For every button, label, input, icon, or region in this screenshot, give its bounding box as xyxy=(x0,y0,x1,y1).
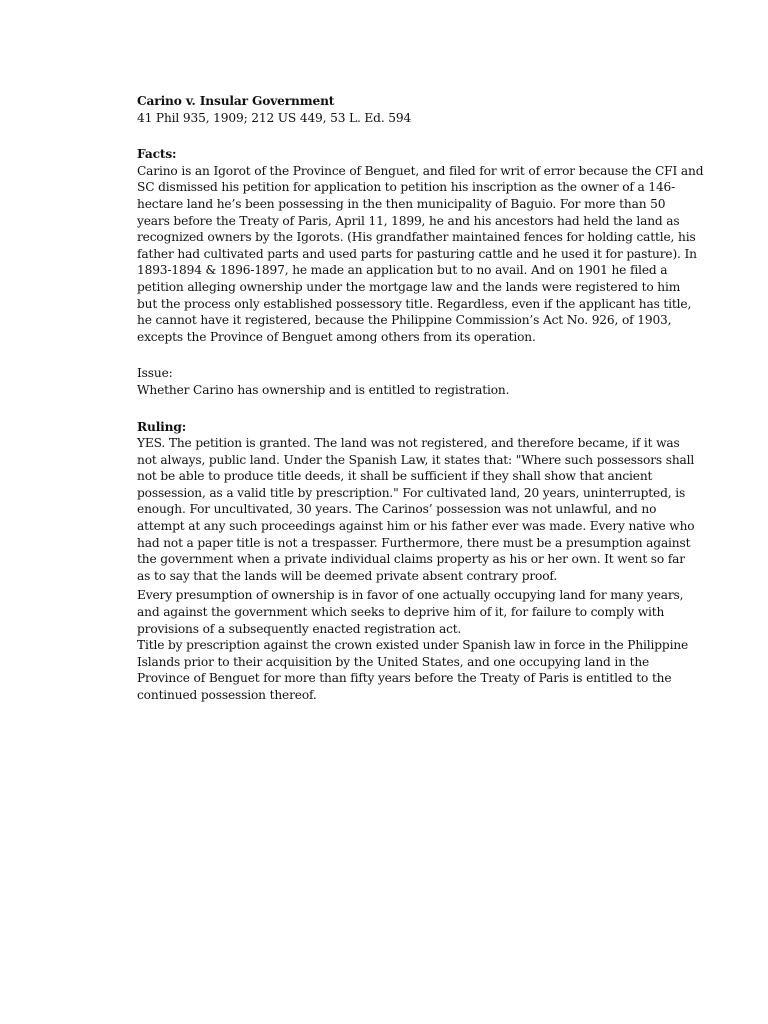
ruling-paragraph-3 xyxy=(137,637,689,703)
facts-body xyxy=(137,163,704,346)
ruling-line: not always, public land. Under the Spanish Law, it states that: "Where such possessors shall xyxy=(137,452,695,467)
ruling-line: had not a paper title is not a trespasser. Furthermore, there must be a presumption against xyxy=(137,535,691,550)
ruling-line: Province of Benguet for more than fifty years before the Treaty of Paris is entitled to the xyxy=(137,671,672,686)
issue-heading: Issue: xyxy=(137,366,173,381)
facts-line: SC dismissed his petition for application to petition his inscription as the owner of a 146- xyxy=(137,180,676,195)
case-citation: 41 Phil 935, 1909; 212 US 449, 53 L. Ed. 594 xyxy=(137,110,412,125)
issue-line: Whether Carino has ownership and is entitled to registration. xyxy=(137,382,510,397)
facts-line: recognized owners by the Igorots. (His grandfather maintained fences for holding cattle, his xyxy=(137,230,696,245)
ruling-line: Every presumption of ownership is in favor of one actually occupying land for many years, xyxy=(137,588,684,603)
ruling-line: as to say that the lands will be deemed private absent contrary proof. xyxy=(137,568,558,583)
ruling-line: provisions of a subsequently enacted registration act. xyxy=(137,621,462,636)
facts-line: excepts the Province of Benguet among others from its operation. xyxy=(137,329,536,344)
facts-line: years before the Treaty of Paris, April 11, 1899, he and his ancestors had held the land as xyxy=(137,213,680,228)
ruling-paragraph-2 xyxy=(137,587,684,637)
facts-line: but the process only established possessory title. Regardless, even if the applicant has title, xyxy=(137,296,692,311)
ruling-line: Title by prescription against the crown existed under Spanish law in force in the Philippine xyxy=(137,638,689,653)
ruling-line: YES. The petition is granted. The land was not registered, and therefore became, if it was xyxy=(137,436,680,451)
facts-heading: Facts: xyxy=(137,147,177,162)
ruling-line: Islands prior to their acquisition by the United States, and one occupying land in the xyxy=(137,654,650,669)
facts-line: 1893-1894 & 1896-1897, he made an application but to no avail. And on 1901 he filed a xyxy=(137,263,668,278)
ruling-line: continued possession thereof. xyxy=(137,688,317,702)
ruling-line: enough. For uncultivated, 30 years. The Carinos’ possession was not unlawful, and no xyxy=(137,502,657,517)
case-title: Carino v. Insular Government xyxy=(137,94,335,108)
ruling-heading: Ruling: xyxy=(137,419,187,434)
ruling-line: not be able to produce title deeds, it shall be sufficient if they shall show that ancient xyxy=(137,469,653,484)
ruling-line: attempt at any such proceedings against him or his father ever was made. Every native who xyxy=(137,519,695,534)
document-page xyxy=(137,93,704,704)
ruling-line: the government when a private individual claims property as his or her own. It went so far xyxy=(137,552,685,567)
facts-line: Carino is an Igorot of the Province of Benguet, and filed for writ of error because the CFI and xyxy=(137,163,704,178)
ruling-paragraph-1 xyxy=(137,435,695,584)
issue-body xyxy=(137,382,677,399)
facts-line: he cannot have it registered, because the Philippine Commission’s Act No. 926, of 1903, xyxy=(137,313,672,328)
ruling-line: possession, as a valid title by prescription." For cultivated land, 20 years, uninterrupted, is xyxy=(137,485,686,500)
facts-line: father had cultivated parts and used parts for pasturing cattle and he used it for pasture). In xyxy=(137,246,697,261)
facts-line: hectare land he’s been possessing in the then municipality of Baguio. For more than 50 xyxy=(137,196,666,211)
ruling-line: and against the government which seeks to deprive him of it, for failure to comply with xyxy=(137,605,665,620)
facts-line: petition alleging ownership under the mortgage law and the lands were registered to him xyxy=(137,279,681,294)
